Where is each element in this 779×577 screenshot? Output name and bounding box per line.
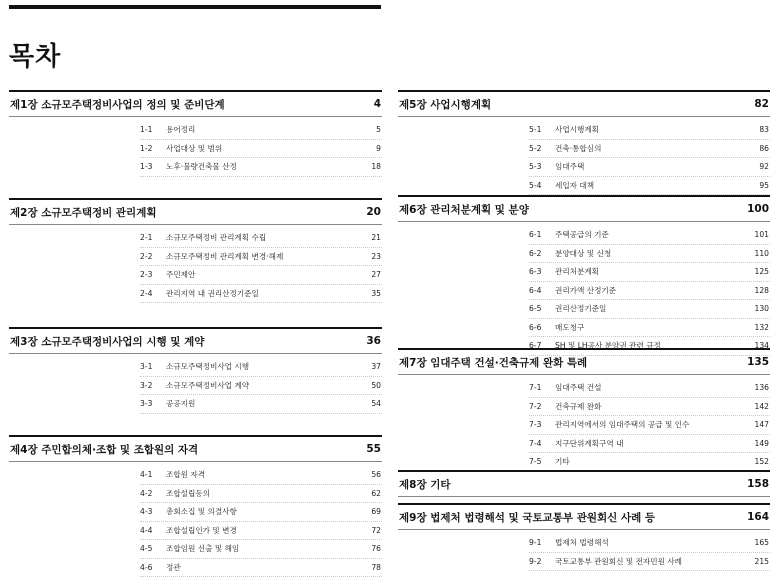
section-number: 4-1 bbox=[140, 470, 153, 480]
section-page-number: 56 bbox=[371, 470, 381, 480]
section-page-number: 165 bbox=[754, 538, 769, 548]
section-row[interactable] bbox=[140, 158, 382, 177]
section-page-number: 147 bbox=[754, 420, 769, 430]
section-row[interactable] bbox=[529, 300, 770, 319]
section-page-number: 134 bbox=[754, 341, 769, 351]
section-page-number: 128 bbox=[754, 285, 769, 295]
section-row[interactable] bbox=[529, 379, 770, 398]
section-page-number: 110 bbox=[754, 248, 769, 258]
section-number: 7-2 bbox=[529, 401, 542, 411]
chapter-title: 제7장 임대주택 건설·건축규제 완화 특례 bbox=[399, 356, 588, 369]
chapter-page-number: 100 bbox=[747, 203, 769, 215]
section-label: 소규모주택정비 관리계획 수립 bbox=[166, 233, 267, 243]
section-page-number: 23 bbox=[371, 251, 381, 261]
chapter-block bbox=[398, 195, 770, 356]
page-title: 목차 bbox=[9, 42, 62, 72]
section-row[interactable] bbox=[529, 226, 770, 245]
section-row[interactable] bbox=[140, 540, 382, 559]
section-label: 조합원 자격 bbox=[166, 470, 206, 480]
section-row[interactable] bbox=[529, 534, 770, 553]
section-page-number: 130 bbox=[754, 304, 769, 314]
section-list bbox=[529, 222, 770, 356]
section-list bbox=[140, 354, 382, 414]
chapter-title: 제5장 사업시행계획 bbox=[399, 98, 492, 111]
section-label: 임대주택 건설 bbox=[555, 383, 602, 393]
chapter-title: 제1장 소규모주택정비사업의 정의 및 준비단계 bbox=[10, 98, 225, 111]
section-row[interactable] bbox=[140, 522, 382, 541]
chapter-title: 제6장 관리처분계획 및 분양 bbox=[399, 203, 529, 216]
top-rule bbox=[9, 5, 381, 9]
section-page-number: 142 bbox=[754, 401, 769, 411]
section-number: 9-2 bbox=[529, 556, 542, 566]
section-page-number: 95 bbox=[759, 180, 769, 190]
section-row[interactable] bbox=[529, 140, 770, 159]
section-number: 6-2 bbox=[529, 248, 542, 258]
section-label: 공공지원 bbox=[166, 399, 196, 409]
chapter-heading[interactable] bbox=[398, 195, 770, 222]
chapter-page-number: 55 bbox=[366, 443, 381, 455]
section-label: 용어정리 bbox=[166, 125, 196, 135]
section-page-number: 69 bbox=[371, 507, 381, 517]
chapter-block bbox=[398, 348, 770, 472]
section-number: 2-4 bbox=[140, 288, 153, 298]
section-page-number: 9 bbox=[376, 143, 381, 153]
chapter-heading[interactable] bbox=[398, 348, 770, 375]
chapter-title: 제8장 기타 bbox=[399, 478, 451, 491]
section-list bbox=[140, 225, 382, 303]
section-label: 소규모주택정비사업 시행 bbox=[166, 362, 250, 372]
section-row[interactable] bbox=[529, 263, 770, 282]
section-number: 6-6 bbox=[529, 322, 542, 332]
section-row[interactable] bbox=[140, 559, 382, 577]
chapter-page-number: 158 bbox=[747, 478, 769, 490]
section-number: 6-3 bbox=[529, 267, 542, 277]
section-number: 6-5 bbox=[529, 304, 542, 314]
chapter-heading[interactable] bbox=[9, 90, 382, 117]
section-row[interactable] bbox=[529, 553, 770, 572]
section-row[interactable] bbox=[140, 377, 382, 396]
section-row[interactable] bbox=[140, 466, 382, 485]
section-list bbox=[529, 117, 770, 195]
chapter-heading[interactable] bbox=[398, 90, 770, 117]
chapter-page-number: 4 bbox=[373, 98, 381, 110]
chapter-page-number: 20 bbox=[366, 206, 381, 218]
section-label: 권리가액 산정기준 bbox=[555, 285, 617, 295]
section-row[interactable] bbox=[140, 395, 382, 414]
section-number: 4-4 bbox=[140, 525, 153, 535]
chapter-title: 제3장 소규모주택정비사업의 시행 및 계약 bbox=[10, 335, 205, 348]
section-label: 건축규제 완화 bbox=[555, 401, 602, 411]
section-page-number: 136 bbox=[754, 383, 769, 393]
chapter-heading[interactable] bbox=[9, 198, 382, 225]
section-label: 법제처 법령해석 bbox=[555, 538, 609, 548]
section-page-number: 27 bbox=[371, 270, 381, 280]
section-list bbox=[529, 530, 770, 571]
section-page-number: 18 bbox=[371, 162, 381, 172]
section-row[interactable] bbox=[529, 177, 770, 196]
section-label: 조합설립동의 bbox=[166, 488, 211, 498]
section-number: 4-5 bbox=[140, 544, 153, 554]
section-page-number: 5 bbox=[376, 125, 381, 135]
section-number: 5-2 bbox=[529, 143, 542, 153]
section-number: 3-2 bbox=[140, 380, 153, 390]
chapter-heading[interactable] bbox=[398, 470, 770, 497]
chapter-page-number: 135 bbox=[747, 356, 769, 368]
section-label: 권리산정기준일 bbox=[555, 304, 607, 314]
section-row[interactable] bbox=[529, 282, 770, 301]
section-label: 주택공급의 기준 bbox=[555, 230, 609, 240]
section-number: 1-3 bbox=[140, 162, 153, 172]
section-number: 3-1 bbox=[140, 362, 153, 372]
chapter-title: 제4장 주민합의체·조합 및 조합원의 자격 bbox=[10, 443, 199, 456]
section-row[interactable] bbox=[529, 398, 770, 417]
section-label: 세입자 대책 bbox=[555, 180, 595, 190]
section-page-number: 50 bbox=[371, 380, 381, 390]
section-list bbox=[140, 462, 382, 577]
section-page-number: 76 bbox=[371, 544, 381, 554]
chapter-block bbox=[9, 435, 382, 577]
section-page-number: 83 bbox=[759, 125, 769, 135]
chapter-page-number: 164 bbox=[747, 511, 769, 523]
chapter-block bbox=[398, 470, 770, 497]
section-page-number: 132 bbox=[754, 322, 769, 332]
section-label: 관리지역에서의 임대주택의 공급 및 인수 bbox=[555, 420, 690, 430]
section-number: 3-3 bbox=[140, 399, 153, 409]
section-page-number: 78 bbox=[371, 562, 381, 572]
section-row[interactable] bbox=[140, 485, 382, 504]
section-row[interactable] bbox=[140, 140, 382, 159]
section-row[interactable] bbox=[529, 121, 770, 140]
section-page-number: 215 bbox=[754, 556, 769, 566]
section-row[interactable] bbox=[529, 319, 770, 338]
section-number: 1-1 bbox=[140, 125, 153, 135]
section-row[interactable] bbox=[140, 121, 382, 140]
chapter-block bbox=[398, 90, 770, 195]
section-page-number: 21 bbox=[371, 233, 381, 243]
section-number: 7-3 bbox=[529, 420, 542, 430]
section-label: 주민제안 bbox=[166, 270, 196, 280]
section-label: 매도청구 bbox=[555, 322, 585, 332]
section-list bbox=[140, 117, 382, 177]
section-number: 2-3 bbox=[140, 270, 153, 280]
section-row[interactable] bbox=[529, 453, 770, 472]
section-label: 지구단위계획구역 내 bbox=[555, 438, 624, 448]
chapter-title: 제2장 소규모주택정비 관리계획 bbox=[10, 206, 157, 219]
section-number: 2-1 bbox=[140, 233, 153, 243]
section-label: 관리지역 내 권리산정기준일 bbox=[166, 288, 259, 298]
section-label: 소규모주택정비사업 계약 bbox=[166, 380, 250, 390]
chapter-page-number: 36 bbox=[366, 335, 381, 347]
section-number: 9-1 bbox=[529, 538, 542, 548]
section-label: 임대주택 bbox=[555, 162, 585, 172]
section-number: 4-2 bbox=[140, 488, 153, 498]
section-label: 총회소집 및 의결사항 bbox=[166, 507, 237, 517]
section-label: 정관 bbox=[166, 562, 181, 572]
chapter-heading[interactable] bbox=[9, 435, 382, 462]
section-label: 국토교통부 관원회신 및 전자민원 사례 bbox=[555, 556, 683, 566]
section-number: 2-2 bbox=[140, 251, 153, 261]
section-label: 기타 bbox=[555, 457, 570, 467]
section-page-number: 35 bbox=[371, 288, 381, 298]
section-page-number: 54 bbox=[371, 399, 381, 409]
section-page-number: 62 bbox=[371, 488, 381, 498]
section-number: 4-3 bbox=[140, 507, 153, 517]
chapter-page-number: 82 bbox=[754, 98, 769, 110]
section-row[interactable] bbox=[140, 285, 382, 304]
section-number: 7-1 bbox=[529, 383, 542, 393]
section-label: 사업대상 및 범위 bbox=[166, 143, 223, 153]
section-number: 6-1 bbox=[529, 230, 542, 240]
section-page-number: 72 bbox=[371, 525, 381, 535]
chapter-block bbox=[398, 503, 770, 571]
section-label: 소규모주택정비 관리계획 변경·해제 bbox=[166, 251, 284, 261]
section-page-number: 152 bbox=[754, 457, 769, 467]
section-row[interactable] bbox=[529, 158, 770, 177]
section-row[interactable] bbox=[529, 416, 770, 435]
section-number: 6-4 bbox=[529, 285, 542, 295]
section-page-number: 101 bbox=[754, 230, 769, 240]
section-page-number: 92 bbox=[759, 162, 769, 172]
section-row[interactable] bbox=[529, 435, 770, 454]
section-row[interactable] bbox=[529, 245, 770, 264]
section-row[interactable] bbox=[140, 229, 382, 248]
section-number: 7-5 bbox=[529, 457, 542, 467]
section-label: 분양대상 및 신청 bbox=[555, 248, 612, 258]
section-label: 관리처분계획 bbox=[555, 267, 600, 277]
section-number: 4-6 bbox=[140, 562, 153, 572]
section-label: 조합설립인가 및 변경 bbox=[166, 525, 237, 535]
section-page-number: 37 bbox=[371, 362, 381, 372]
section-page-number: 149 bbox=[754, 438, 769, 448]
chapter-heading[interactable] bbox=[398, 503, 770, 530]
chapter-title: 제9장 법제처 법령해석 및 국토교통부 관원회신 사례 등 bbox=[399, 511, 656, 524]
section-number: 5-4 bbox=[529, 180, 542, 190]
section-page-number: 125 bbox=[754, 267, 769, 277]
section-label: SH 및 LH공사 분양권 관련 규정 bbox=[555, 341, 661, 351]
section-row[interactable] bbox=[140, 266, 382, 285]
section-label: 건축·통합심의 bbox=[555, 143, 602, 153]
section-number: 5-3 bbox=[529, 162, 542, 172]
section-row[interactable] bbox=[140, 503, 382, 522]
section-label: 사업시행계획 bbox=[555, 125, 600, 135]
section-number: 1-2 bbox=[140, 143, 153, 153]
section-label: 조합임원 선출 및 해임 bbox=[166, 544, 240, 554]
section-list bbox=[529, 375, 770, 472]
chapter-block bbox=[9, 90, 382, 177]
section-page-number: 86 bbox=[759, 143, 769, 153]
chapter-heading[interactable] bbox=[9, 327, 382, 354]
chapter-block bbox=[9, 327, 382, 414]
section-number: 6-7 bbox=[529, 341, 542, 351]
section-label: 노후·불량건축물 산정 bbox=[166, 162, 237, 172]
section-number: 7-4 bbox=[529, 438, 542, 448]
section-row[interactable] bbox=[140, 248, 382, 267]
section-row[interactable] bbox=[140, 358, 382, 377]
section-number: 5-1 bbox=[529, 125, 542, 135]
chapter-block bbox=[9, 198, 382, 303]
